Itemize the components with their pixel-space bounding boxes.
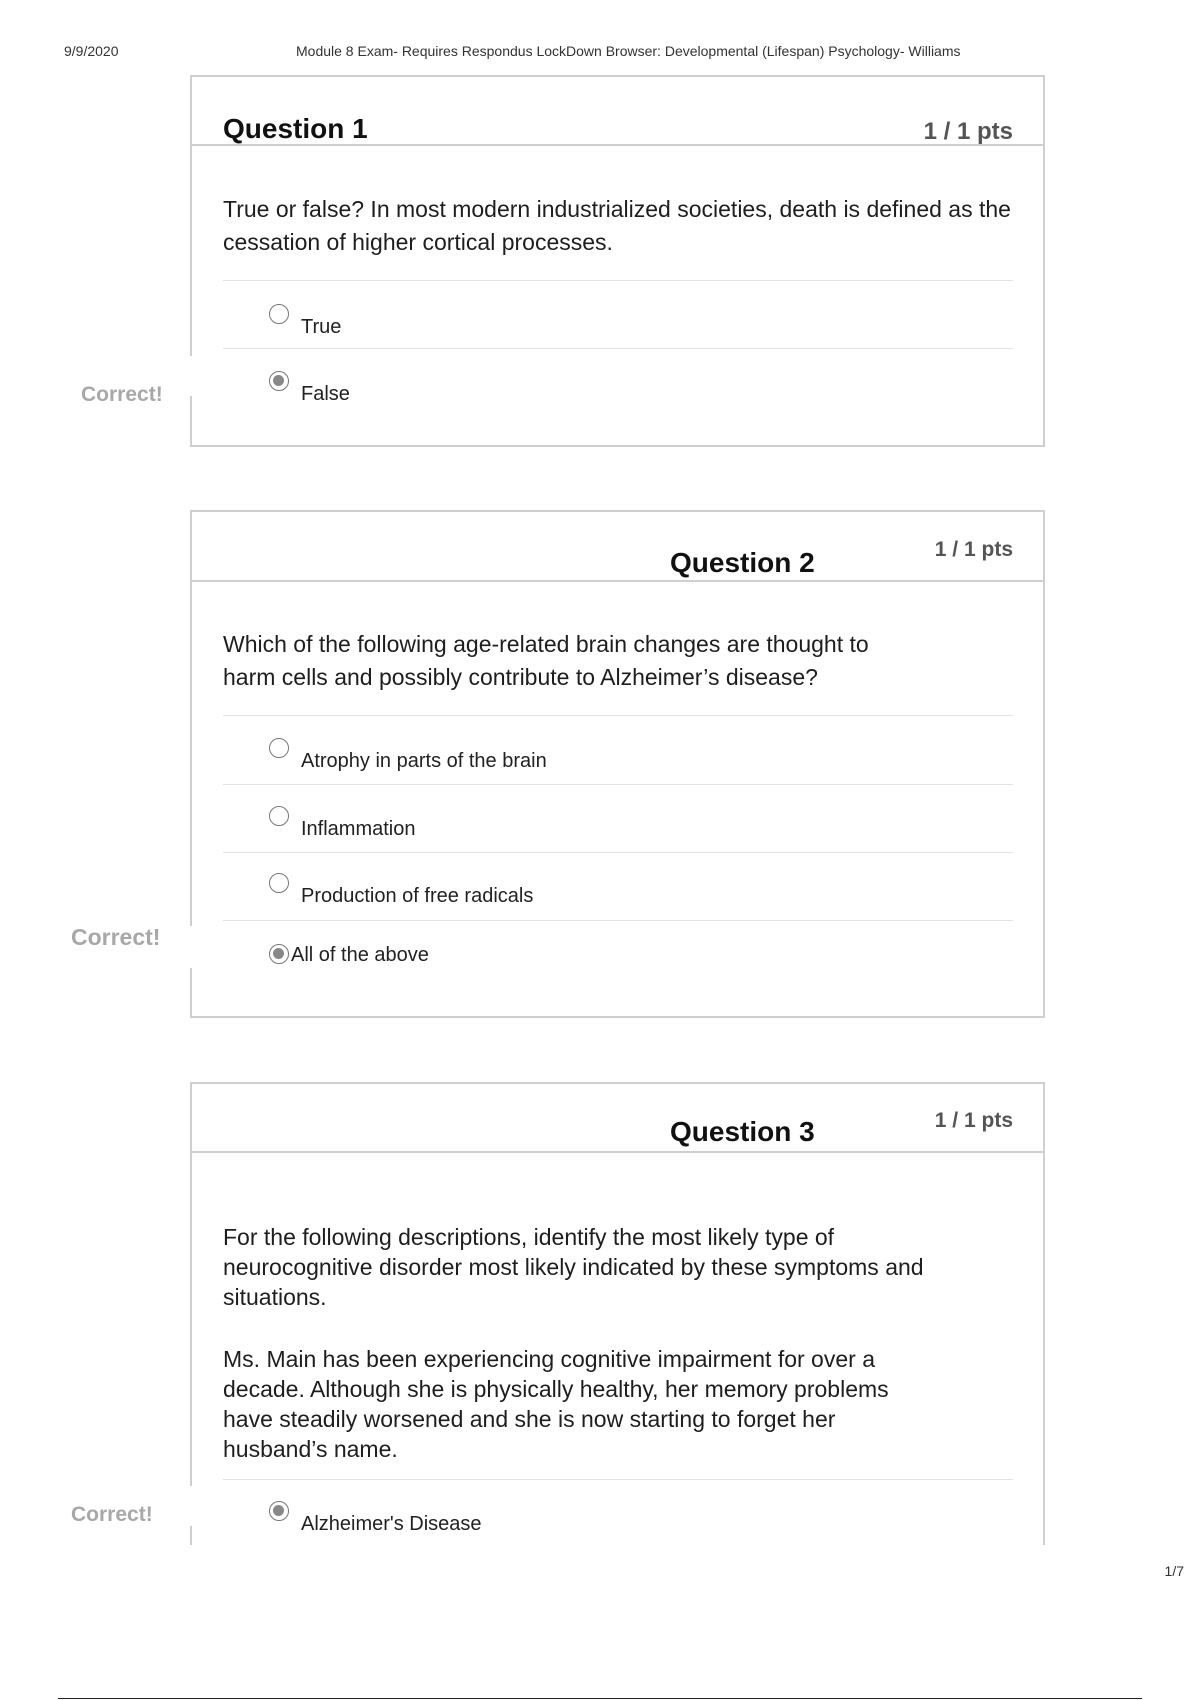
page-number: 1/7: [1164, 1563, 1184, 1579]
question-2-text: Which of the following age-related brain changes are thought to harm cells and possibly contribute to Alzheimer’s disease?: [223, 631, 869, 690]
answer-separator: [223, 920, 1013, 921]
answer-option[interactable]: [223, 304, 1013, 344]
answer-label: Alzheimer's Disease: [301, 1513, 482, 1535]
page-header-title: Module 8 Exam- Requires Respondus LockDown Browser: Developmental (Lifespan) Psychology- Williams: [296, 43, 961, 59]
question-3-text: For the following descriptions, identify the most likely type of neurocognitive disorder most likely indicated by these symptoms and situations. Ms. Main has been experiencing cognitive impairment for over a decade. Although she is physically healthy, her memory problems have steadily worsened and she is now starting to forget her husband’s name.: [223, 1222, 928, 1464]
answer-separator: [223, 348, 1013, 349]
answer-separator: [223, 1479, 1013, 1480]
answer-separator: [223, 852, 1013, 853]
radio-selected-icon[interactable]: [269, 371, 289, 391]
correct-indicator: Correct!: [71, 924, 161, 950]
question-3-title: Question 3: [670, 1116, 815, 1147]
answer-label: Production of free radicals: [301, 885, 534, 907]
question-2-header: [192, 512, 1043, 582]
footer-divider: [58, 1698, 1142, 1699]
answer-label: True: [301, 316, 342, 338]
answer-label: False: [301, 383, 350, 405]
border-gap: [186, 1486, 194, 1526]
question-3-scenario: Ms. Main has been experiencing cognitive impairment for over a decade. Although she is physically healthy, her memory problems have steadily worsened and she is now starting to forget her husband’s name.: [223, 1346, 889, 1462]
answer-label: All of the above: [291, 944, 429, 966]
question-1-title: Question 1: [223, 113, 368, 144]
question-3-header: [192, 1084, 1043, 1153]
question-1-header: [192, 77, 1043, 146]
answer-option[interactable]: [223, 806, 1013, 846]
answer-separator: [223, 715, 1013, 716]
print-date: 9/9/2020: [64, 43, 119, 59]
border-gap: [186, 926, 194, 968]
answer-label: Atrophy in parts of the brain: [301, 750, 547, 772]
radio-unselected-icon[interactable]: [269, 806, 289, 826]
answer-separator: [223, 280, 1013, 281]
question-2-title: Question 2: [670, 547, 815, 578]
question-2-card: [190, 510, 1045, 1018]
radio-selected-icon[interactable]: [269, 944, 289, 964]
border-gap: [186, 356, 194, 396]
correct-indicator: Correct!: [71, 1503, 153, 1526]
radio-unselected-icon[interactable]: [269, 304, 289, 324]
correct-indicator: Correct!: [81, 383, 163, 406]
answer-label: Inflammation: [301, 818, 416, 840]
question-1-card: [190, 75, 1045, 447]
radio-selected-icon[interactable]: [269, 1501, 289, 1521]
radio-unselected-icon[interactable]: [269, 873, 289, 893]
question-3-card: [190, 1082, 1045, 1545]
answer-option-selected[interactable]: [223, 944, 1013, 984]
answer-option[interactable]: [223, 738, 1013, 778]
question-1-text: True or false? In most modern industrialized societies, death is defined as the cessation of higher cortical processes.: [223, 196, 1011, 255]
question-1-points: 1 / 1 pts: [923, 118, 1013, 145]
question-3-points: 1 / 1 pts: [934, 1109, 1013, 1132]
answer-option-selected[interactable]: [223, 371, 1013, 411]
answer-separator: [223, 784, 1013, 785]
radio-unselected-icon[interactable]: [269, 738, 289, 758]
answer-option[interactable]: [223, 873, 1013, 913]
question-2-points: 1 / 1 pts: [934, 538, 1013, 561]
answer-option-selected[interactable]: [223, 1501, 1013, 1541]
